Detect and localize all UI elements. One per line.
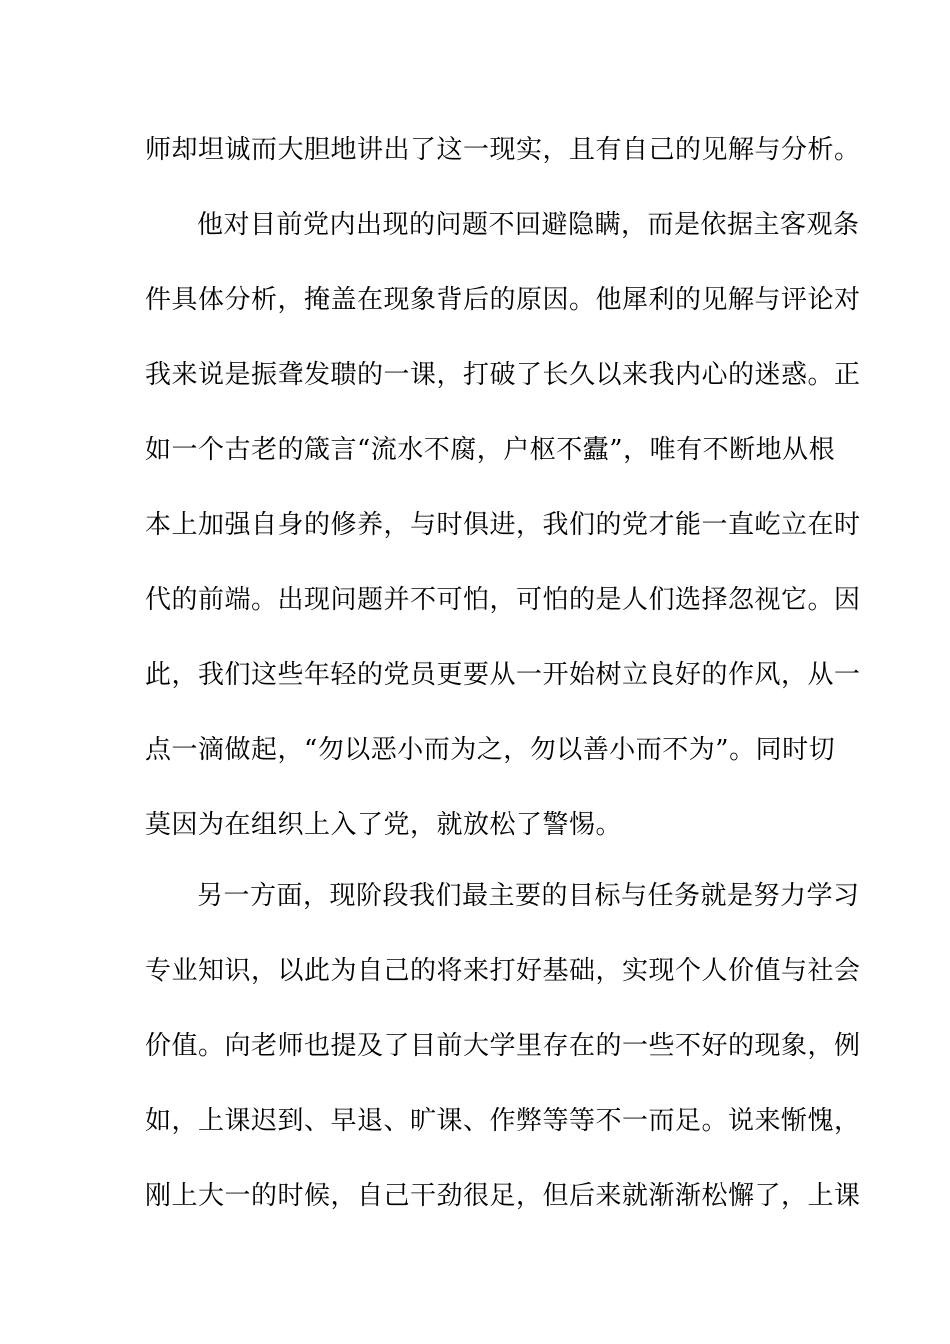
text-line: 如一个古老的箴言“流水不腐，户枢不蠹”，唯有不断地从根 bbox=[145, 435, 836, 465]
text-line: 本上加强自身的修养，与时俱进，我们的党才能一直屹立在时 bbox=[145, 510, 861, 540]
text-line: 代的前端。出现问题并不可怕，可怕的是人们选择忽视它。因 bbox=[145, 585, 861, 615]
text-line: 件具体分析，掩盖在现象背后的原因。他犀利的见解与评论对 bbox=[145, 285, 861, 315]
text-line: 价值。向老师也提及了目前大学里存在的一些不好的现象，例 bbox=[145, 1031, 861, 1061]
paragraph-first-line: 他对目前党内出现的问题不回避隐瞒，而是依据主客观条 bbox=[197, 210, 860, 240]
text-line: 此，我们这些年轻的党员更要从一开始树立良好的作风，从一 bbox=[145, 660, 861, 690]
text-line: 刚上大一的时候，自己干劲很足，但后来就渐渐松懈了，上课 bbox=[145, 1181, 861, 1211]
text-line: 专业知识，以此为自己的将来打好基础，实现个人价值与社会 bbox=[145, 956, 861, 986]
paragraph-first-line: 另一方面，现阶段我们最主要的目标与任务就是努力学习 bbox=[197, 881, 860, 911]
text-line: 莫因为在组织上入了党，就放松了警惕。 bbox=[145, 810, 623, 840]
text-line: 师却坦诚而大胆地讲出了这一现实，且有自己的见解与分析。 bbox=[145, 135, 861, 165]
text-line: 我来说是振聋发聩的一课，打破了长久以来我内心的迷惑。正 bbox=[145, 360, 861, 390]
text-line: 点一滴做起，“勿以恶小而为之，勿以善小而不为”。同时切 bbox=[145, 735, 836, 765]
text-line: 如，上课迟到、早退、旷课、作弊等等不一而足。说来惭愧， bbox=[145, 1106, 861, 1136]
